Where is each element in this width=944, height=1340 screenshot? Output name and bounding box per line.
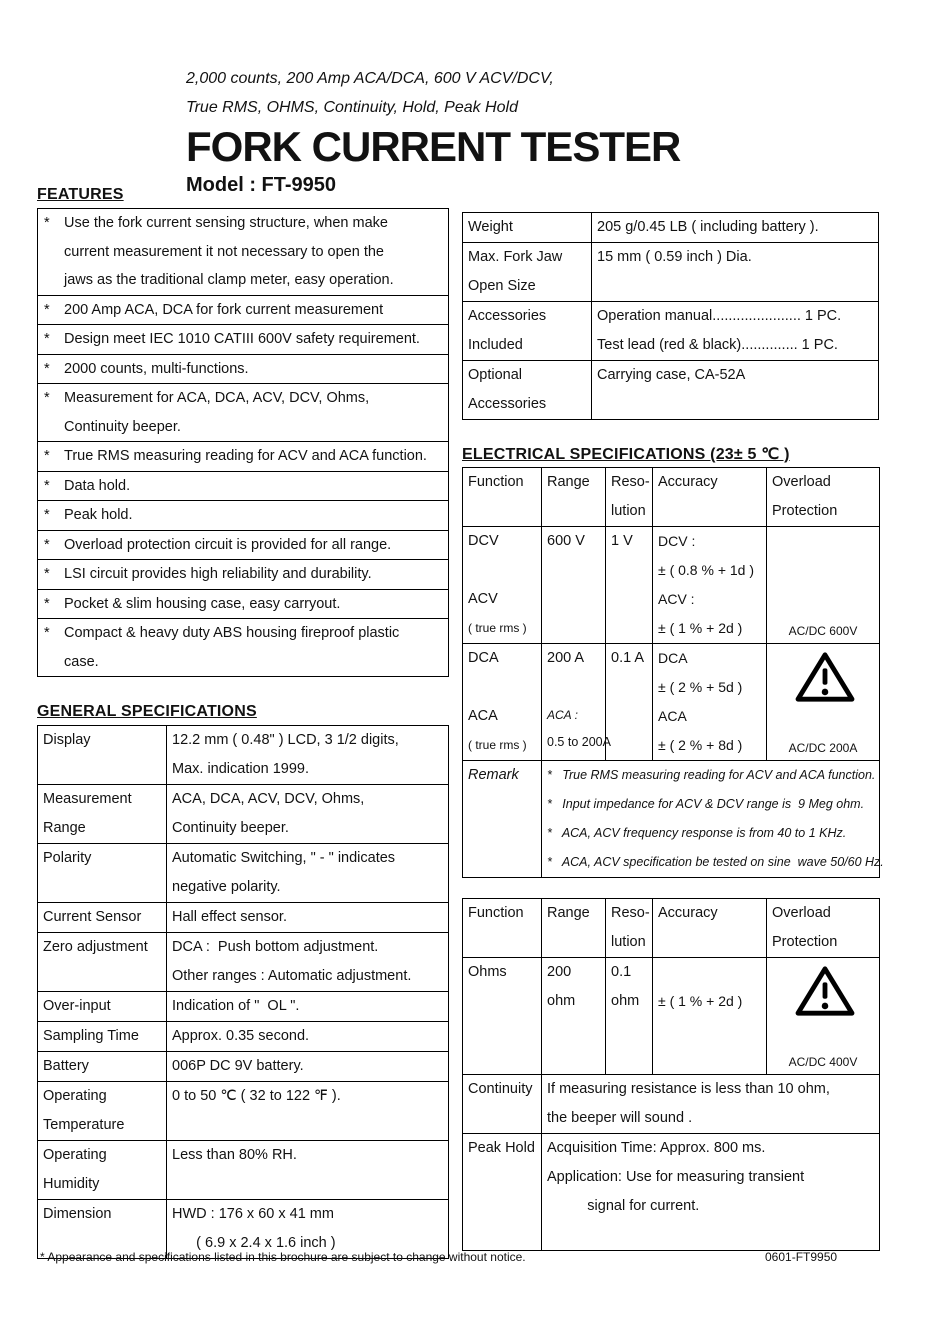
spec-value: HWD : 176 x 60 x 41 mm ( 6.9 x 2.4 x 1.6 inch ) xyxy=(172,1206,336,1251)
spec-label: Over-input xyxy=(43,998,111,1014)
spec-value: 12.2 mm ( 0.48" ) LCD, 3 1/2 digits, Max. indication 1999. xyxy=(172,732,399,777)
bullet-asterisk: * xyxy=(44,536,50,553)
electrical-specs-table xyxy=(462,467,884,878)
feature-text: Data hold. xyxy=(64,477,131,494)
info-label: Optional Accessories xyxy=(468,367,547,412)
resistance-specs-section xyxy=(462,895,880,1251)
model-number: Model : FT-9950 xyxy=(186,174,337,196)
table-row-ohms xyxy=(463,958,880,1075)
col-overload: Overload Protection xyxy=(772,905,838,950)
table-row xyxy=(463,361,879,420)
range-subnote-value: 0.5 to 200A xyxy=(547,735,611,749)
spec-label: Zero adjustment xyxy=(43,939,148,955)
info-label: Max. Fork Jaw Open Size xyxy=(468,249,563,294)
range-cell: 600 V xyxy=(547,533,585,549)
range-subnote-label: ACA : xyxy=(547,708,578,722)
info-label: Weight xyxy=(468,219,513,235)
peak-hold-description: Acquisition Time: Approx. 800 ms. Application: Use for measuring transient signal for current. xyxy=(547,1140,805,1214)
feature-item xyxy=(38,324,448,354)
table-row xyxy=(38,1141,449,1200)
true-rms-note: ( true rms ) xyxy=(468,621,527,635)
electrical-specs-section xyxy=(462,444,884,878)
general-specs-table xyxy=(37,725,449,1259)
feature-item xyxy=(38,618,448,676)
table-row xyxy=(38,785,449,844)
spec-label: Dimension xyxy=(43,1206,112,1222)
spec-label: Battery xyxy=(43,1058,89,1074)
col-accuracy: Accuracy xyxy=(658,474,718,490)
info-value: 15 mm ( 0.59 inch ) Dia. xyxy=(597,249,752,265)
col-range: Range xyxy=(547,905,590,921)
header-block xyxy=(186,64,680,198)
feature-item xyxy=(38,441,448,471)
remark-notes: * True RMS measuring reading for ACV and ACA function. * Input impedance for ACV & DCV range is 9 Meg ohm. * ACA, ACV frequency response is from 40 to 1 KHz. * ACA, ACV specification be tested on sine wave 50/60 Hz. xyxy=(547,768,884,869)
feature-text: True RMS measuring reading for ACV and ACA function. xyxy=(64,448,427,464)
features-section xyxy=(37,186,449,677)
feature-item xyxy=(38,500,448,530)
continuity-description: If measuring resistance is less than 10 ohm, the beeper will sound . xyxy=(547,1081,830,1126)
function-cell: Peak Hold xyxy=(468,1140,535,1156)
feature-text: Overload protection circuit is provided for all range. xyxy=(64,536,392,553)
spec-label: Current Sensor xyxy=(43,909,142,925)
col-accuracy: Accuracy xyxy=(658,905,718,921)
spec-label: Operating Temperature xyxy=(43,1088,125,1133)
feature-text: Pocket & slim housing case, easy carryout. xyxy=(64,595,341,612)
feature-text: Use the fork current sensing structure, when make current measurement it not necessary to open the jaws as the traditional clamp meter, easy operation. xyxy=(64,215,394,288)
table-header-row xyxy=(463,468,880,527)
table-row-continuity xyxy=(463,1075,880,1134)
feature-item xyxy=(38,530,448,560)
table-row-peak-hold xyxy=(463,1134,880,1251)
function-cell: Continuity xyxy=(468,1081,533,1097)
col-function: Function xyxy=(468,474,524,490)
table-row-voltage xyxy=(463,527,880,644)
spec-label: Sampling Time xyxy=(43,1028,139,1044)
feature-text: Peak hold. xyxy=(64,507,133,523)
table-row xyxy=(38,726,449,785)
bullet-asterisk: * xyxy=(44,625,50,641)
table-row xyxy=(38,933,449,992)
table-row xyxy=(38,903,449,933)
table-row xyxy=(463,213,879,243)
table-header-row xyxy=(463,899,880,958)
feature-text: Compact & heavy duty ABS housing fireproof plastic case. xyxy=(64,625,400,670)
bullet-asterisk: * xyxy=(44,507,50,523)
table-row-remark xyxy=(463,761,880,878)
true-rms-note: ( true rms ) xyxy=(468,738,527,752)
product-info-section xyxy=(462,208,879,420)
spec-value: Approx. 0.35 second. xyxy=(172,1028,310,1044)
footer-disclaimer: * Appearance and specifications listed in this brochure are subject to change without notice. xyxy=(40,1250,526,1264)
col-function: Function xyxy=(468,905,524,921)
warning-triangle-icon xyxy=(772,650,877,704)
feature-item xyxy=(38,559,448,589)
col-resolution: Reso- lution xyxy=(611,905,650,950)
feature-text: LSI circuit provides high reliability and durability. xyxy=(64,566,372,582)
feature-item xyxy=(38,471,448,501)
feature-text: Measurement for ACA, DCA, ACV, DCV, Ohms, Continuity beeper. xyxy=(64,390,370,435)
resolution-cell: 1 V xyxy=(611,533,633,549)
bullet-asterisk: * xyxy=(44,301,50,318)
accuracy-cell: DCV : ± ( 0.8 % + 1d ) ACV : ± ( 1 % + 2d ) xyxy=(658,533,755,636)
table-row xyxy=(38,1022,449,1052)
feature-text: Design meet IEC 1010 CATIII 600V safety requirement. xyxy=(64,331,420,347)
features-heading: FEATURES xyxy=(37,186,124,203)
resistance-specs-table xyxy=(462,898,880,1251)
range-cell: 200 A xyxy=(547,650,585,666)
spec-value: 0 to 50 ℃ ( 32 to 122 ℉ ). xyxy=(172,1088,341,1104)
bullet-asterisk: * xyxy=(44,477,50,494)
features-list xyxy=(37,208,449,677)
table-row xyxy=(463,243,879,302)
feature-item xyxy=(38,209,448,295)
accuracy-cell: ± ( 1 % + 2d ) xyxy=(658,993,743,1009)
table-row xyxy=(463,302,879,361)
spec-value: ACA, DCA, ACV, DCV, Ohms, Continuity beeper. xyxy=(172,791,365,836)
range-subnote xyxy=(547,702,611,756)
feature-text: 200 Amp ACA, DCA for fork current measurement xyxy=(64,301,384,318)
feature-item xyxy=(38,354,448,384)
info-value: 205 g/0.45 LB ( including battery ). xyxy=(597,219,819,235)
spec-value: DCA : Push bottom adjustment. Other ranges : Automatic adjustment. xyxy=(172,939,412,984)
remark-label: Remark xyxy=(468,767,519,783)
general-specs-section xyxy=(37,703,449,1259)
spec-label: Display xyxy=(43,732,91,748)
function-cell: DCA ACA xyxy=(468,650,499,724)
col-resolution: Reso- lution xyxy=(611,474,650,519)
info-label: Accessories Included xyxy=(468,308,547,353)
bullet-asterisk: * xyxy=(44,595,50,612)
header-subtitle: 2,000 counts, 200 Amp ACA/DCA, 600 V ACV/DCV, True RMS, OHMS, Continuity, Hold, Peak Hold xyxy=(186,70,554,116)
resolution-cell: 0.1 A xyxy=(611,650,645,666)
table-row-current xyxy=(463,644,880,761)
info-value: Carrying case, CA-52A xyxy=(597,367,746,383)
bullet-asterisk: * xyxy=(44,566,50,582)
overload-rating: AC/DC 600V xyxy=(788,624,858,638)
function-cell: DCV ACV xyxy=(468,533,499,607)
spec-value: 006P DC 9V battery. xyxy=(172,1058,304,1074)
feature-item xyxy=(38,589,448,619)
function-cell: Ohms xyxy=(468,964,507,980)
spec-label: Operating Humidity xyxy=(43,1147,107,1192)
spec-label: Measurement Range xyxy=(43,791,132,836)
overload-rating: AC/DC 400V xyxy=(788,1055,858,1069)
product-info-table xyxy=(462,212,879,420)
feature-item xyxy=(38,295,448,325)
table-row xyxy=(38,1052,449,1082)
col-overload: Overload Protection xyxy=(772,474,838,519)
resolution-cell: 0.1 ohm xyxy=(611,964,640,1009)
spec-value: Less than 80% RH. xyxy=(172,1147,297,1163)
table-row xyxy=(38,992,449,1022)
spec-value: Automatic Switching, " - " indicates negative polarity. xyxy=(172,850,396,895)
spec-label: Polarity xyxy=(43,850,92,866)
warning-triangle-icon xyxy=(772,964,877,1018)
spec-value: Indication of " OL ". xyxy=(172,998,300,1014)
col-range: Range xyxy=(547,474,590,490)
bullet-asterisk: * xyxy=(44,360,50,377)
bullet-asterisk: * xyxy=(44,448,50,464)
accuracy-cell: DCA ± ( 2 % + 5d ) ACA ± ( 2 % + 8d ) xyxy=(658,650,743,753)
footer-document-code: 0601-FT9950 xyxy=(765,1250,838,1264)
table-row xyxy=(38,1082,449,1141)
feature-text: 2000 counts, multi-functions. xyxy=(64,360,249,377)
electrical-specs-heading: ELECTRICAL SPECIFICATIONS (23± 5 ℃ ) xyxy=(462,446,790,463)
feature-item xyxy=(38,383,448,441)
page-title: FORK CURRENT TESTER xyxy=(186,123,681,170)
general-specs-heading: GENERAL SPECIFICATIONS xyxy=(37,703,257,720)
info-value: Operation manual...................... 1 PC. Test lead (red & black).............. 1 PC. xyxy=(597,308,842,353)
bullet-asterisk: * xyxy=(44,331,50,347)
table-row xyxy=(38,844,449,903)
overload-rating: AC/DC 200A xyxy=(788,741,858,755)
spec-value: Hall effect sensor. xyxy=(172,909,287,925)
range-cell: 200 ohm xyxy=(547,964,576,1009)
bullet-asterisk: * xyxy=(44,390,50,406)
bullet-asterisk: * xyxy=(44,215,50,231)
